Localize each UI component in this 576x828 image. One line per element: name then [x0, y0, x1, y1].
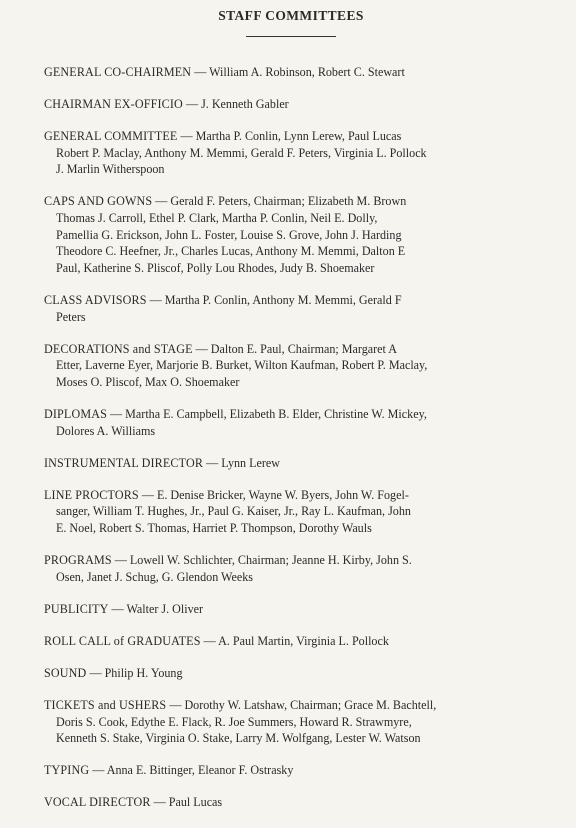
committee-heading: GENERAL CO-CHAIRMEN: [44, 65, 192, 79]
committee-first-line: [44, 794, 538, 811]
committee-members: William A. Robinson, Robert C. Stewart: [209, 65, 405, 79]
committee-entry: [44, 794, 538, 811]
committee-members: Osen, Janet J. Schug, G. Glendon Weeks: [56, 569, 253, 584]
committee-members: Walter J. Oliver: [126, 601, 204, 616]
committee-member-line: [44, 161, 538, 178]
committee-member-line: [44, 227, 538, 244]
page-title: STAFF COMMITTEES: [218, 8, 364, 23]
committee-member-line: [44, 357, 538, 374]
committee-member-line: [44, 243, 538, 260]
committee-members: E. Denise Bricker, Wayne W. Byers, John W. Fogel-: [156, 487, 409, 502]
committee-heading: LINE PROCTORS: [44, 487, 139, 502]
em-dash-separator: —: [111, 552, 130, 567]
em-dash-separator: —: [166, 697, 185, 712]
committee-members: A. Paul Martin, Virginia L. Pollock: [218, 633, 389, 648]
committee-heading: PUBLICITY: [44, 601, 109, 616]
em-dash-separator: —: [192, 341, 211, 356]
committee-members: E. Noel, Robert S. Thomas, Harriet P. Thompson, Dorothy Wauls: [56, 520, 372, 535]
committee-first-line: [44, 552, 538, 569]
committee-members: Kenneth S. Stake, Virginia O. Stake, Larry M. Wolfgang, Lester W. Watson: [56, 731, 421, 746]
committee-members: Dorothy W. Latshaw, Chairman; Grace M. Bachtell,: [184, 697, 437, 712]
committee-member-line: [44, 520, 538, 537]
committee-members: Robert P. Maclay, Anthony M. Memmi, Gerald F. Peters, Virginia L. Pollock: [56, 145, 427, 160]
committee-member-line: [44, 730, 538, 747]
committee-list: [44, 64, 538, 811]
committee-first-line: [44, 601, 538, 618]
committee-members: J. Marlin Witherspoon: [56, 162, 165, 177]
committee-heading: CHAIRMAN EX-OFFICIO: [44, 97, 183, 112]
committee-heading: TICKETS and USHERS: [44, 697, 167, 712]
em-dash-separator: —: [200, 633, 219, 648]
em-dash-separator: —: [203, 455, 222, 470]
committee-first-line: [44, 633, 538, 650]
em-dash-separator: —: [146, 292, 165, 307]
committee-members: Lowell W. Schlichter, Chairman; Jeanne H. Kirby, John S.: [129, 552, 412, 567]
committee-first-line: [44, 487, 538, 504]
committee-heading: ROLL CALL of GRADUATES: [44, 633, 201, 648]
committee-members: Peters: [56, 309, 86, 324]
em-dash-separator: —: [191, 65, 210, 79]
committee-members: Martha E. Campbell, Elizabeth B. Elder, Christine W. Mickey,: [125, 406, 427, 421]
committee-members: Philip H. Young: [104, 665, 183, 680]
committee-heading: DIPLOMAS: [44, 406, 108, 421]
em-dash-separator: —: [89, 763, 107, 778]
committee-members: Paul, Katherine S. Pliscof, Polly Lou Rhodes, Judy B. Shoemaker: [56, 260, 375, 275]
committee-members: Moses O. Pliscof, Max O. Shoemaker: [56, 374, 240, 389]
committee-members: Doris S. Cook, Edythe E. Flack, R. Joe Summers, Howard R. Strawmyre,: [56, 714, 412, 729]
committee-entry: [44, 601, 538, 618]
committee-entry: [44, 406, 538, 439]
committee-entry: [44, 762, 538, 779]
committee-entry: [44, 665, 538, 682]
committee-entry: [44, 552, 538, 585]
committee-members: sanger, William T. Hughes, Jr., Paul G. Kaiser, Jr., Ray L. Kaufman, John: [56, 504, 411, 519]
committee-entry: [44, 633, 538, 650]
committee-member-line: [44, 145, 538, 162]
committee-first-line: [44, 96, 538, 113]
committee-members: Martha P. Conlin, Anthony M. Memmi, Gerald F: [164, 292, 402, 307]
committee-first-line: [44, 193, 538, 210]
committee-heading: TYPING: [44, 763, 90, 778]
committee-members: Thomas J. Carroll, Ethel P. Clark, Martha P. Conlin, Neil E. Dolly,: [56, 211, 378, 226]
committee-first-line: [44, 665, 538, 682]
committee-members: Dolores A. Williams: [56, 423, 156, 438]
committee-member-line: [44, 374, 538, 391]
committee-first-line: [44, 406, 538, 423]
em-dash-separator: —: [152, 194, 171, 209]
em-dash-separator: —: [138, 487, 157, 502]
committee-member-line: [44, 503, 538, 520]
committee-member-line: [44, 260, 538, 277]
committee-heading: INSTRUMENTAL DIRECTOR: [44, 455, 204, 470]
committee-first-line: [44, 455, 538, 472]
em-dash-separator: —: [108, 601, 127, 616]
committee-entry: [44, 292, 538, 325]
committee-members: Gerald F. Peters, Chairman; Elizabeth M. Brown: [170, 194, 407, 209]
committee-members: Anna E. Bittinger, Eleanor F. Ostrasky: [106, 763, 294, 778]
committee-member-line: [44, 309, 538, 326]
committee-entry: [44, 96, 538, 113]
em-dash-separator: —: [177, 129, 196, 144]
committee-heading: PROGRAMS: [44, 552, 112, 567]
em-dash-separator: —: [182, 97, 202, 112]
committee-first-line: [44, 697, 538, 714]
committee-entry: [44, 341, 538, 391]
committee-first-line: [44, 341, 538, 358]
committee-members: Lynn Lerew: [221, 455, 280, 470]
committee-member-line: [44, 423, 538, 440]
committee-members: Dalton E. Paul, Chairman; Margaret A: [210, 341, 397, 356]
committee-first-line: [44, 128, 538, 145]
title-underline: [246, 36, 336, 37]
committee-entry: [44, 193, 538, 276]
committee-first-line: [44, 762, 538, 779]
em-dash-separator: —: [150, 795, 169, 810]
em-dash-separator: —: [86, 665, 105, 680]
committee-heading: CLASS ADVISORS: [44, 292, 147, 307]
committee-members: J. Kenneth Gabler: [201, 97, 289, 112]
committee-entry: [44, 697, 538, 747]
committee-first-line: [44, 64, 538, 81]
committee-first-line: [44, 292, 538, 309]
committee-members: Theodore C. Heefner, Jr., Charles Lucas, Anthony M. Memmi, Dalton E: [56, 244, 406, 259]
committee-member-line: [44, 210, 538, 227]
committee-entry: [44, 487, 538, 537]
committee-heading: GENERAL COMMITTEE: [44, 129, 178, 144]
committee-entry: [44, 64, 538, 81]
committee-entry: [44, 128, 538, 178]
committee-members: Etter, Laverne Eyer, Marjorie B. Burket, Wilton Kaufman, Robert P. Maclay,: [56, 358, 428, 373]
committee-heading: CAPS AND GOWNS: [44, 194, 153, 209]
em-dash-separator: —: [107, 406, 126, 421]
committee-heading: SOUND: [44, 665, 87, 680]
committee-heading: VOCAL DIRECTOR: [44, 795, 151, 810]
committee-entry: [44, 455, 538, 472]
committee-members: Paul Lucas: [168, 795, 223, 810]
committee-members: Pamellia G. Erickson, John L. Foster, Louise S. Grove, John J. Harding: [56, 227, 402, 242]
committee-heading: DECORATIONS and STAGE: [44, 341, 193, 356]
committee-member-line: [44, 714, 538, 731]
committee-members: Martha P. Conlin, Lynn Lerew, Paul Lucas: [195, 129, 402, 144]
committee-member-line: [44, 569, 538, 586]
